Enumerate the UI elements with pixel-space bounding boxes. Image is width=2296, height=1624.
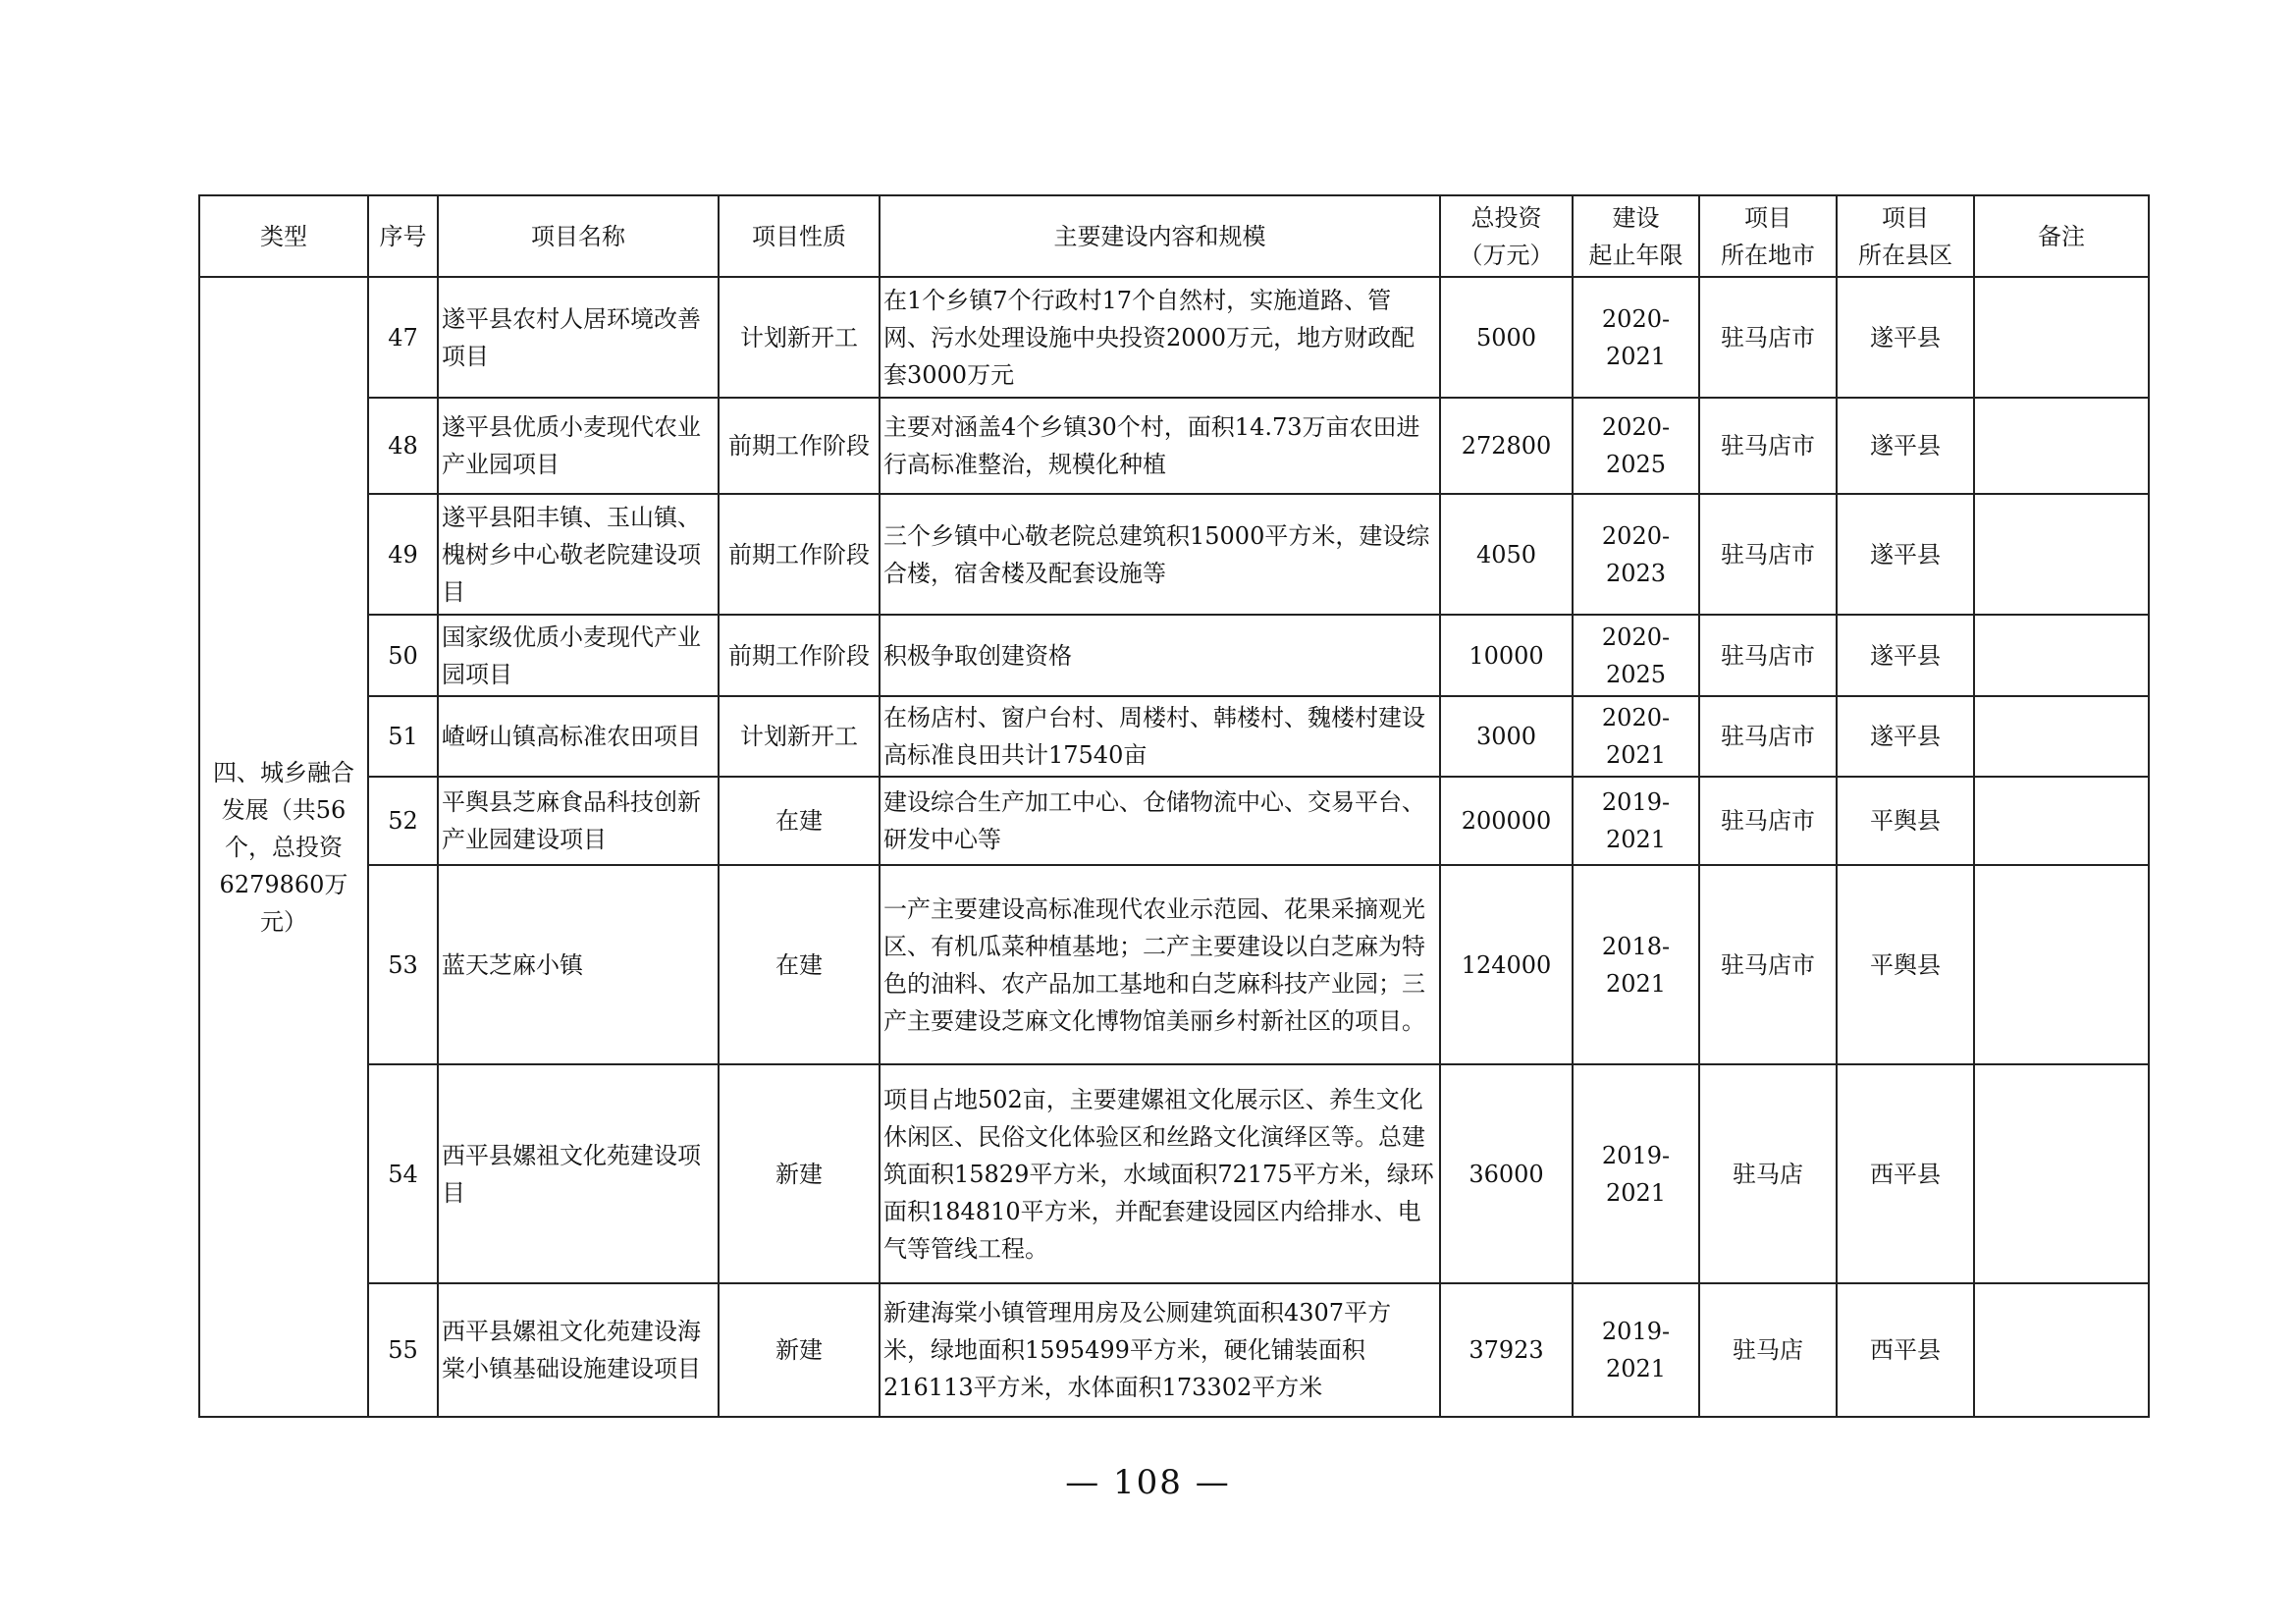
row-remark <box>1974 865 2149 1064</box>
header-row <box>199 195 2149 277</box>
row-city: 驻马店市 <box>1699 277 1837 398</box>
row-content: 三个乡镇中心敬老院总建筑积15000平方米，建设综合楼，宿舍楼及配套设施等 <box>880 494 1440 615</box>
row-remark <box>1974 777 2149 865</box>
row-invest: 37923 <box>1440 1283 1573 1417</box>
header-county-line2: 所在县区 <box>1858 241 1952 269</box>
row-content: 一产主要建设高标准现代农业示范园、花果采摘观光区、有机瓜菜种植基地；二产主要建设以白芝麻为特色的油料、农产品加工基地和白芝麻科技产业园；三产主要建设芝麻文化博物馆美丽乡村新社区的项目。 <box>880 865 1440 1064</box>
row-nature: 新建 <box>719 1064 880 1283</box>
row-content: 项目占地502亩，主要建嫘祖文化展示区、养生文化休闲区、民俗文化体验区和丝路文化演绎区等。总建筑面积15829平方米，水域面积72175平方米，绿环面积184810平方米，并配套建设园区内给排水、电气等管线工程。 <box>880 1064 1440 1283</box>
row-no: 48 <box>368 398 438 494</box>
row-remark <box>1974 615 2149 696</box>
row-city: 驻马店 <box>1699 1064 1837 1283</box>
row-period: 2019-2021 <box>1573 1064 1699 1283</box>
row-nature: 计划新开工 <box>719 277 880 398</box>
row-content: 在杨店村、窗户台村、周楼村、韩楼村、魏楼村建设高标准良田共计17540亩 <box>880 696 1440 777</box>
row-city: 驻马店 <box>1699 1283 1837 1417</box>
row-nature: 在建 <box>719 777 880 865</box>
row-nature: 在建 <box>719 865 880 1064</box>
row-remark <box>1974 494 2149 615</box>
row-city: 驻马店市 <box>1699 865 1837 1064</box>
row-name: 嵖岈山镇高标准农田项目 <box>438 696 719 777</box>
row-remark <box>1974 398 2149 494</box>
project-table <box>198 194 2150 1418</box>
row-name: 蓝天芝麻小镇 <box>438 865 719 1064</box>
row-name: 西平县嫘祖文化苑建设项目 <box>438 1064 719 1283</box>
row-remark <box>1974 277 2149 398</box>
header-invest-line1: 总投资 <box>1470 203 1542 232</box>
row-county: 遂平县 <box>1837 277 1974 398</box>
table-row <box>199 1283 2149 1417</box>
row-period: 2020-2023 <box>1573 494 1699 615</box>
row-city: 驻马店市 <box>1699 615 1837 696</box>
row-content: 主要对涵盖4个乡镇30个村，面积14.73万亩农田进行高标准整治，规模化种植 <box>880 398 1440 494</box>
table-row <box>199 494 2149 615</box>
row-period: 2019-2021 <box>1573 1283 1699 1417</box>
table-row <box>199 277 2149 398</box>
table-row <box>199 865 2149 1064</box>
row-invest: 36000 <box>1440 1064 1573 1283</box>
row-name: 遂平县优质小麦现代农业产业园项目 <box>438 398 719 494</box>
row-county: 遂平县 <box>1837 615 1974 696</box>
header-nature: 项目性质 <box>719 195 880 277</box>
row-county: 遂平县 <box>1837 696 1974 777</box>
header-period-line1: 建设 <box>1612 203 1660 232</box>
row-county: 遂平县 <box>1837 494 1974 615</box>
row-period: 2020-2021 <box>1573 696 1699 777</box>
row-city: 驻马店市 <box>1699 777 1837 865</box>
row-remark <box>1974 1064 2149 1283</box>
row-nature: 新建 <box>719 1283 880 1417</box>
header-remark: 备注 <box>1974 195 2149 277</box>
row-period: 2020-2021 <box>1573 277 1699 398</box>
header-county-line1: 项目 <box>1882 203 1929 232</box>
row-content: 建设综合生产加工中心、仓储物流中心、交易平台、研发中心等 <box>880 777 1440 865</box>
table-row <box>199 398 2149 494</box>
header-city <box>1699 195 1837 277</box>
table-row <box>199 777 2149 865</box>
table-row <box>199 615 2149 696</box>
row-invest: 3000 <box>1440 696 1573 777</box>
row-invest: 200000 <box>1440 777 1573 865</box>
row-period: 2019-2021 <box>1573 777 1699 865</box>
row-county: 平舆县 <box>1837 777 1974 865</box>
row-content: 积极争取创建资格 <box>880 615 1440 696</box>
row-remark <box>1974 1283 2149 1417</box>
row-no: 50 <box>368 615 438 696</box>
row-name: 遂平县农村人居环境改善项目 <box>438 277 719 398</box>
row-content: 新建海棠小镇管理用房及公厕建筑面积4307平方米，绿地面积1595499平方米，硬化铺装面积216113平方米，水体面积173302平方米 <box>880 1283 1440 1417</box>
row-no: 53 <box>368 865 438 1064</box>
header-city-line2: 所在地市 <box>1721 241 1815 269</box>
row-period: 2020-2025 <box>1573 398 1699 494</box>
row-county: 西平县 <box>1837 1064 1974 1283</box>
row-county: 平舆县 <box>1837 865 1974 1064</box>
row-city: 驻马店市 <box>1699 398 1837 494</box>
row-invest: 5000 <box>1440 277 1573 398</box>
header-no: 序号 <box>368 195 438 277</box>
row-period: 2020-2025 <box>1573 615 1699 696</box>
row-invest: 4050 <box>1440 494 1573 615</box>
row-invest: 10000 <box>1440 615 1573 696</box>
row-remark <box>1974 696 2149 777</box>
header-type: 类型 <box>199 195 368 277</box>
row-city: 驻马店市 <box>1699 494 1837 615</box>
row-name: 遂平县阳丰镇、玉山镇、槐树乡中心敬老院建设项目 <box>438 494 719 615</box>
header-period <box>1573 195 1699 277</box>
category-cell: 四、城乡融合发展（共56个，总投资6279860万元） <box>199 277 368 1417</box>
row-name: 国家级优质小麦现代产业园项目 <box>438 615 719 696</box>
row-name: 平舆县芝麻食品科技创新产业园建设项目 <box>438 777 719 865</box>
row-nature: 计划新开工 <box>719 696 880 777</box>
row-nature: 前期工作阶段 <box>719 398 880 494</box>
header-name: 项目名称 <box>438 195 719 277</box>
row-no: 47 <box>368 277 438 398</box>
row-county: 西平县 <box>1837 1283 1974 1417</box>
row-city: 驻马店市 <box>1699 696 1837 777</box>
row-nature: 前期工作阶段 <box>719 615 880 696</box>
row-no: 52 <box>368 777 438 865</box>
row-county: 遂平县 <box>1837 398 1974 494</box>
page-number: — 108 — <box>1065 1463 1231 1502</box>
row-invest: 272800 <box>1440 398 1573 494</box>
header-content: 主要建设内容和规模 <box>880 195 1440 277</box>
header-period-line2: 起止年限 <box>1588 241 1683 269</box>
header-invest <box>1440 195 1573 277</box>
table-row <box>199 1064 2149 1283</box>
row-invest: 124000 <box>1440 865 1573 1064</box>
header-county <box>1837 195 1974 277</box>
header-city-line1: 项目 <box>1744 203 1791 232</box>
row-no: 51 <box>368 696 438 777</box>
row-name: 西平县嫘祖文化苑建设海棠小镇基础设施建设项目 <box>438 1283 719 1417</box>
table-row <box>199 696 2149 777</box>
row-period: 2018-2021 <box>1573 865 1699 1064</box>
row-no: 49 <box>368 494 438 615</box>
row-content: 在1个乡镇7个行政村17个自然村，实施道路、管网、污水处理设施中央投资2000万元，地方财政配套3000万元 <box>880 277 1440 398</box>
row-no: 54 <box>368 1064 438 1283</box>
header-invest-line2: （万元） <box>1459 241 1554 269</box>
row-nature: 前期工作阶段 <box>719 494 880 615</box>
row-no: 55 <box>368 1283 438 1417</box>
